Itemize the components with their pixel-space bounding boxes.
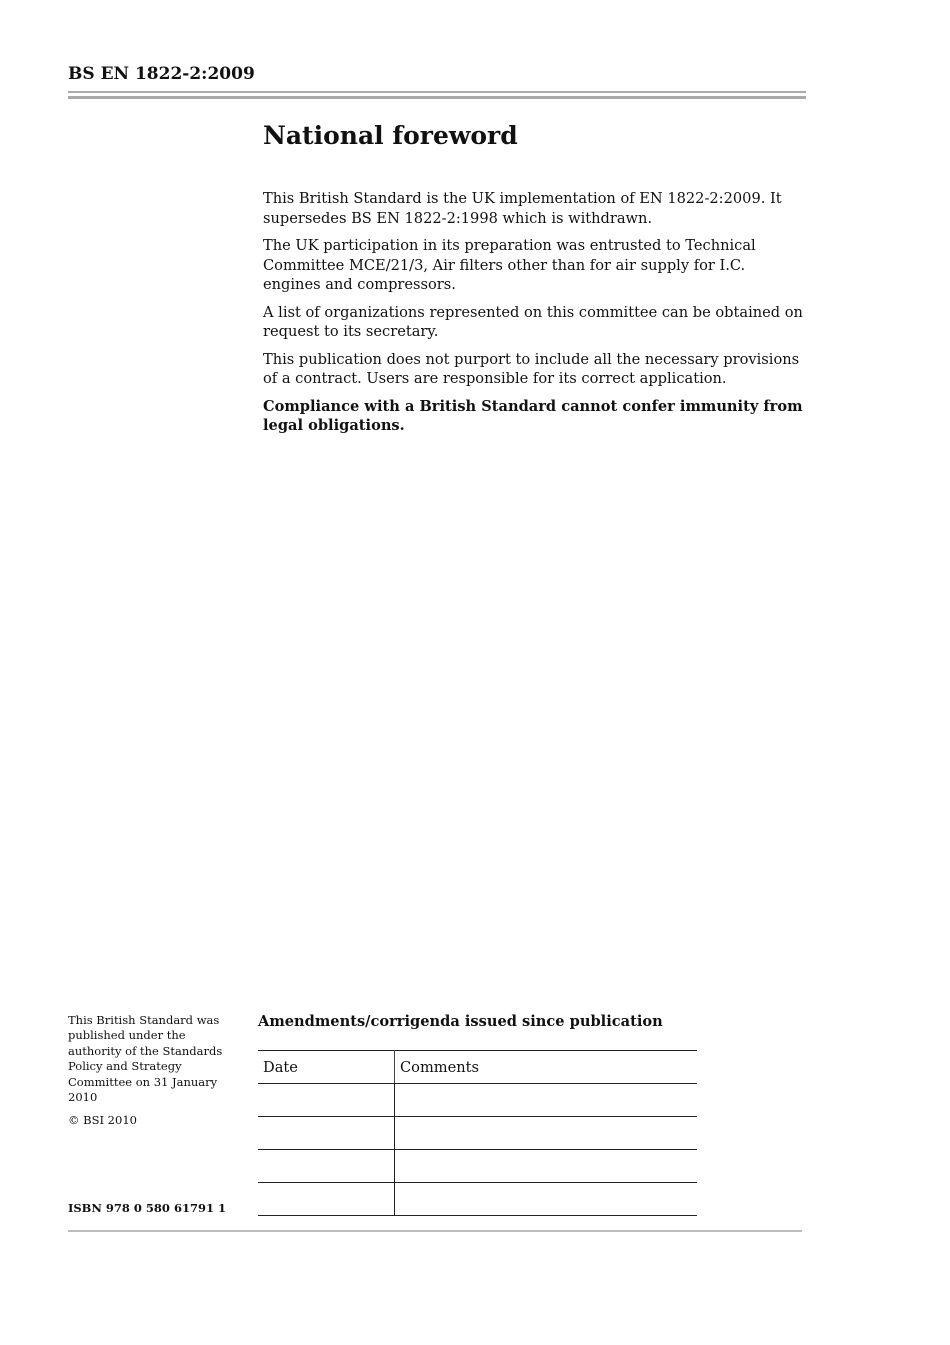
date-cell [258, 1084, 395, 1117]
amendments-title: Amendments/corrigenda issued since publication [258, 1013, 663, 1030]
date-column-header: Date [258, 1051, 395, 1084]
paragraph-provisions: This publication does not purport to include all the necessary provisions of a contract. Users are responsible for its correct application. [263, 350, 800, 387]
amendments-header-row [258, 1051, 697, 1084]
comments-cell [395, 1117, 698, 1150]
table-row [258, 1084, 697, 1117]
document-code: BS EN 1822-2:2009 [68, 64, 255, 84]
comments-cell [395, 1084, 698, 1117]
table-row [258, 1117, 697, 1150]
paragraph-organizations: A list of organizations represented on this committee can be obtained on request to its secretary. [263, 303, 803, 340]
amendments-table [258, 1050, 697, 1216]
date-cell [258, 1150, 395, 1183]
isbn: ISBN 978 0 580 61791 1 [68, 1201, 226, 1215]
header-rule-lower [68, 96, 806, 99]
publication-note: This British Standard was published under the authority of the Standards Policy and Strategy Committee on 31 January 2010 [68, 1013, 223, 1105]
publication-sidebar [68, 1013, 230, 1137]
comments-cell [395, 1150, 698, 1183]
foreword-body [263, 189, 803, 444]
header-rule-upper [68, 91, 806, 93]
compliance-statement: Compliance with a British Standard cannot confer immunity from legal obligations. [263, 397, 803, 434]
paragraph-implementation: This British Standard is the UK implementation of EN 1822-2:2009. It supersedes BS EN 1822-2:1998 which is withdrawn. [263, 190, 782, 227]
table-row [258, 1150, 697, 1183]
comments-column-header: Comments [395, 1051, 698, 1084]
page-title: National foreword [263, 121, 518, 150]
paragraph-committee: The UK participation in its preparation was entrusted to Technical Committee MCE/21/3, Air filters other than for air supply for I.C. engines and compressors. [263, 237, 756, 293]
copyright-note: © BSI 2010 [68, 1113, 137, 1128]
table-row [258, 1183, 697, 1216]
comments-cell [395, 1183, 698, 1216]
date-cell [258, 1183, 395, 1216]
date-cell [258, 1117, 395, 1150]
footer-rule [68, 1230, 802, 1232]
